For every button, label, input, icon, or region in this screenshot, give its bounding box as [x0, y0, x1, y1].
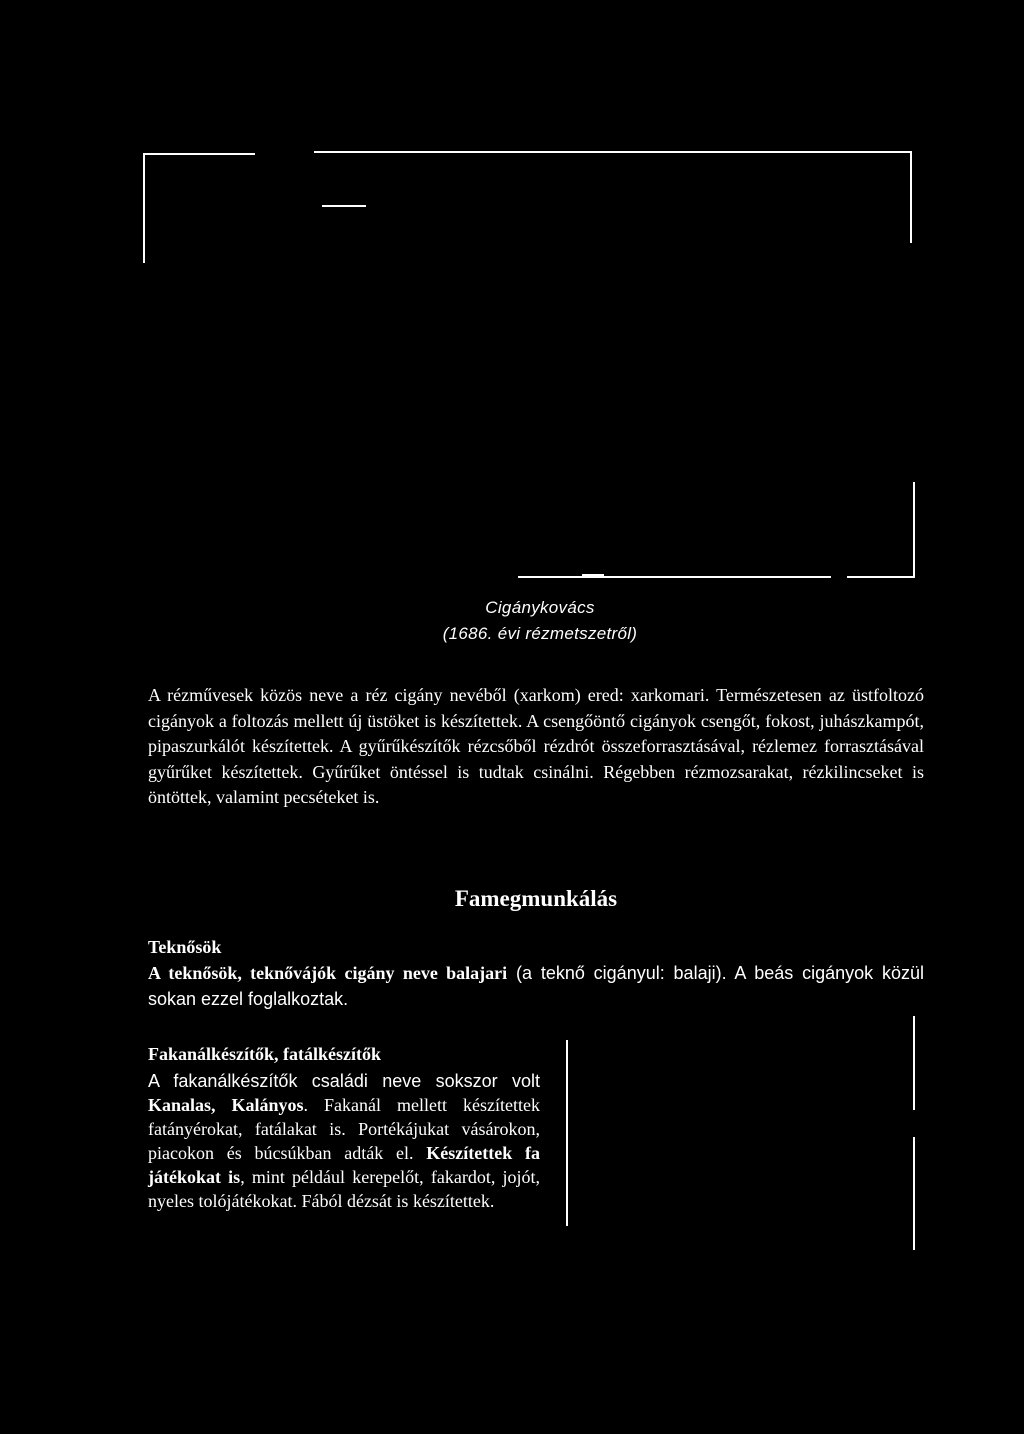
- teknosok-heading: Teknősök: [148, 937, 222, 957]
- frame-inner-dash: [322, 205, 366, 207]
- fakanal-paragraph: [148, 1069, 540, 1213]
- frame2-right-line-upper: [913, 1016, 915, 1110]
- caption-title: Cigánykovács: [485, 598, 595, 617]
- frame-bottom-line-a: [518, 576, 831, 578]
- teknosok-paragraph: [148, 961, 924, 1012]
- frame-top-right-line: [314, 151, 912, 153]
- fakanal-bold-a: Kanalas, Kalányos: [148, 1095, 304, 1115]
- teknosok-rest: (a teknő cigányul: balaji). A beás cigányok közül sokan ezzel foglalkoztak.: [148, 963, 924, 1009]
- fakanal-text-a: A fakanálkészítők családi neve sokszor volt: [148, 1071, 540, 1091]
- fakanal-text-b: . Fakanál mellett készítettek fatányérokat, fatálakat is. Portékájukat vásárokon, piacokon és búcsúkban adták el.: [148, 1095, 540, 1163]
- paragraph-copperwork: A rézművesek közös neve a réz cigány nevéből (xarkom) ered: xarkomari. Természetesen az üstfoltozó cigányok a foltozás mellett új üstöket is készítettek. A csengőöntő cigányok csengőt, fokost, juhászkampót, pipaszurkálót készítettek. A gyűrűkészítők rézcsőből rézdrót összeforrasztásával, rézlemez forrasztásával gyűrűket készítettek. Gyűrűket öntéssel is tudtak csinálni. Régebben rézmozsarakat, rézkilincseket is öntöttek, valamint pecséteket is.: [148, 685, 924, 807]
- teknosok-bold-lead: A teknősök, teknővájók cigány neve balajari: [148, 963, 508, 983]
- section-title: Famegmunkálás: [454, 886, 618, 911]
- caption-source: (1686. évi rézmetszetről): [442, 624, 638, 643]
- frame2-left-line: [566, 1040, 568, 1226]
- figure-caption: [360, 597, 720, 645]
- fakanal-heading: Fakanálkészítők, fatálkészítők: [148, 1044, 382, 1064]
- fakanal-bold-b: Készítettek fa játékokat is: [148, 1143, 541, 1187]
- frame-bottom-line-b: [847, 576, 915, 578]
- fakanal-text-c: , mint például kerepelőt, fakardot, jojót, nyeles tolójátékokat. Fából dézsát is készítettek.: [148, 1167, 541, 1211]
- frame-top-left-line: [143, 153, 255, 155]
- frame2-right-line-lower: [913, 1137, 915, 1250]
- frame-left-line: [143, 153, 145, 263]
- frame-bottom-mark: [582, 574, 604, 577]
- frame-right-lower-line: [913, 482, 915, 578]
- frame-right-line: [910, 151, 912, 243]
